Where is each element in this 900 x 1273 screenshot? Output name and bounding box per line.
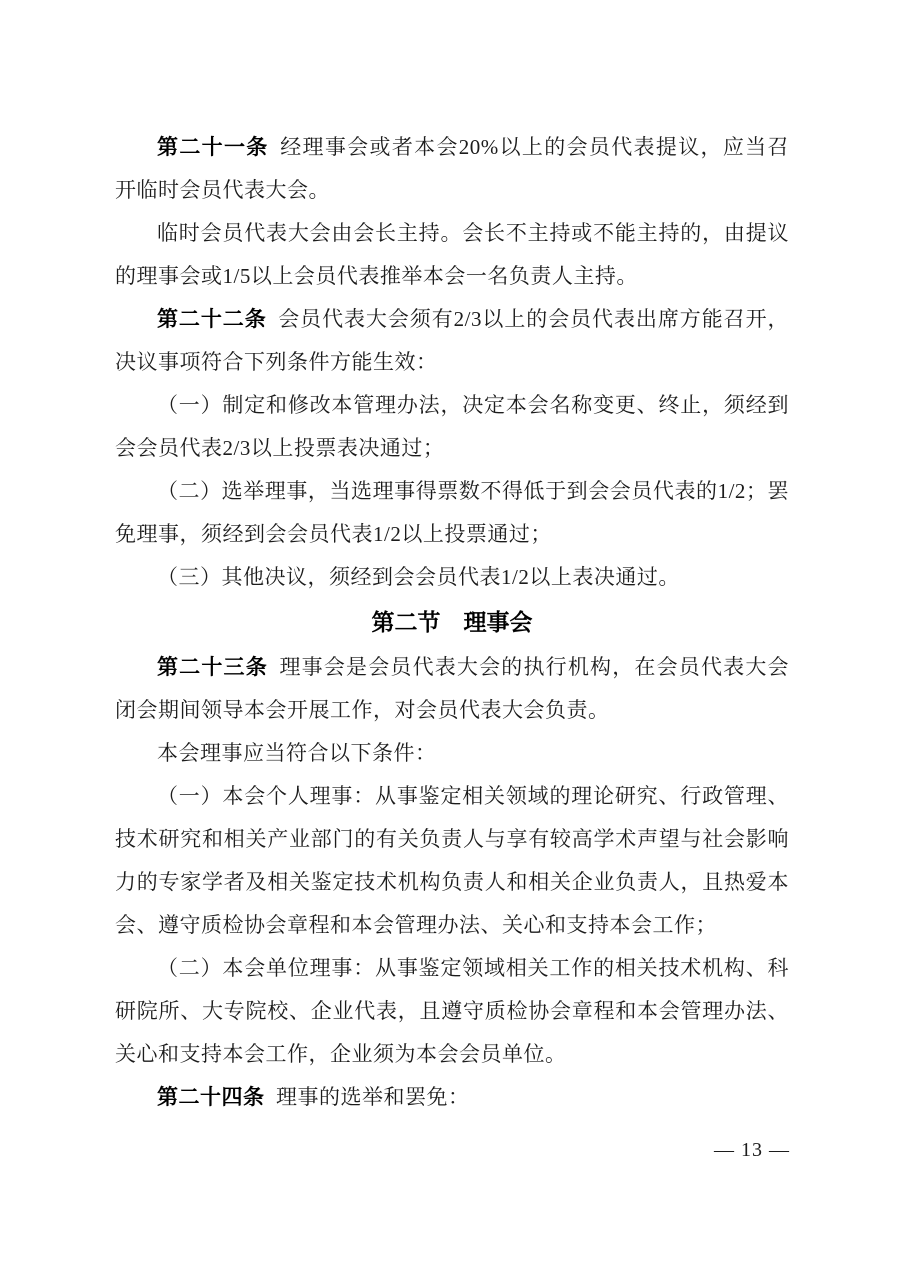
paragraph [115, 556, 789, 599]
section-heading: 第二节 理事会 [371, 609, 533, 635]
document-body [115, 126, 789, 1119]
paragraph-text: 经理事会或者本会20%以上的会员代表提议，应当召开临时会员代表大会。 [115, 135, 790, 202]
paragraph [115, 646, 789, 732]
paragraph-text: （一）本会个人理事：从事鉴定相关领域的理论研究、行政管理、技术研究和相关产业部门的有关负责人与享有较高学术声望与社会影响力的专家学者及相关鉴定技术机构负责人和相关企业负责人，且热爱本会、遵守质检协会章程和本会管理办法、关心和支持本会工作； [115, 784, 789, 937]
paragraph [115, 212, 789, 298]
article-number: 第二十四条 [157, 1086, 265, 1109]
paragraph [115, 298, 789, 384]
paragraph-text: 临时会员代表大会由会长主持。会长不主持或不能主持的，由提议的理事会或1/5以上会员代表推举本会一名负责人主持。 [115, 221, 789, 288]
paragraph [115, 732, 789, 775]
page-number: — 13 — [714, 1139, 790, 1161]
paragraph [115, 126, 789, 212]
paragraph-text: 理事的选举和罢免： [276, 1085, 470, 1109]
paragraph [115, 775, 789, 947]
paragraph [115, 1076, 789, 1119]
paragraph-text: （一）制定和修改本管理办法，决定本会名称变更、终止，须经到会会员代表2/3以上投票表决通过； [115, 393, 789, 460]
article-number: 第二十三条 [157, 656, 268, 679]
paragraph-text: 本会理事应当符合以下条件： [157, 741, 437, 765]
paragraph-text: （二）选举理事，当选理事得票数不得低于到会会员代表的1/2；罢免理事，须经到会会员代表1/2以上投票通过； [115, 479, 789, 546]
paragraph-text: 会员代表大会须有2/3以上的会员代表出席方能召开，决议事项符合下列条件方能生效： [115, 307, 789, 374]
paragraph [115, 947, 789, 1076]
paragraph-text: （二）本会单位理事：从事鉴定领域相关工作的相关技术机构、科研院所、大专院校、企业代表，且遵守质检协会章程和本会管理办法、关心和支持本会工作，企业须为本会会员单位。 [115, 956, 789, 1066]
paragraph-text: 理事会是会员代表大会的执行机构，在会员代表大会闭会期间领导本会开展工作，对会员代表大会负责。 [115, 655, 790, 722]
article-number: 第二十一条 [157, 136, 269, 159]
article-number: 第二十二条 [157, 308, 267, 331]
paragraph [115, 384, 789, 470]
paragraph [115, 470, 789, 556]
paragraph-text: （三）其他决议，须经到会会员代表1/2以上表决通过。 [157, 565, 680, 589]
